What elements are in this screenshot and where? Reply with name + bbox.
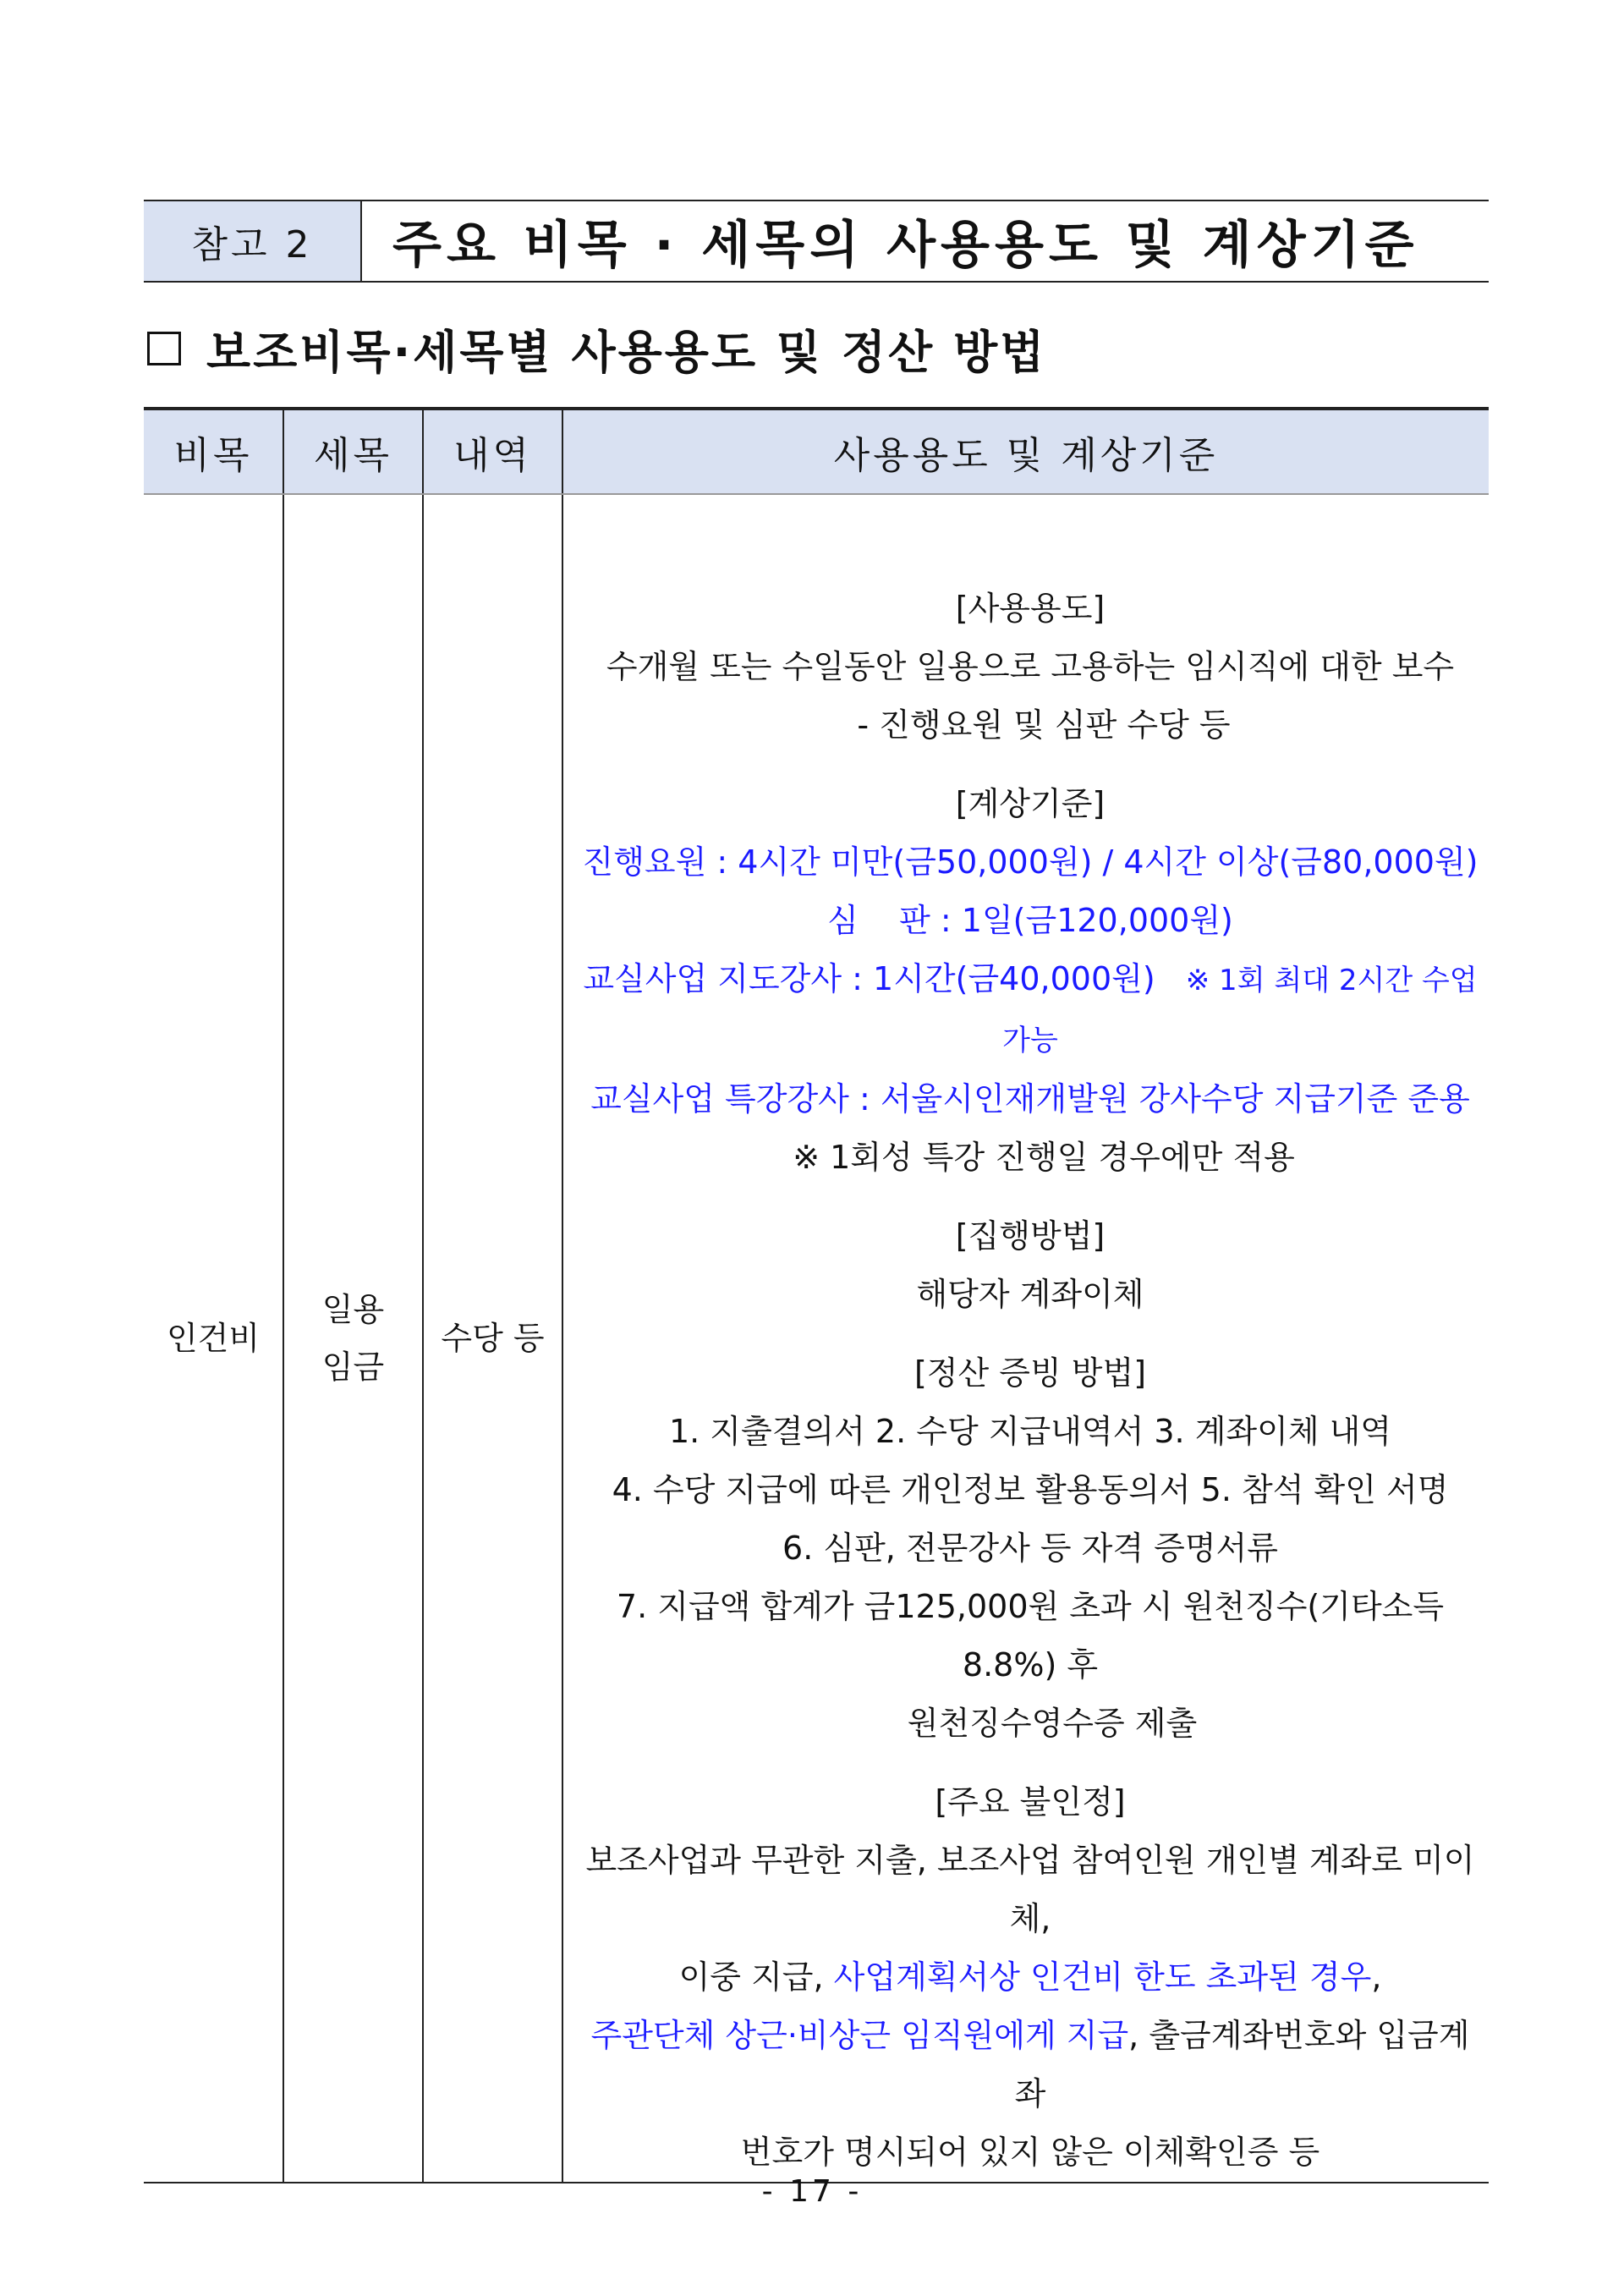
- reject-highlight: 주관단체 상근·비상근 임직원에게 지급: [590, 2017, 1129, 2054]
- reference-label: 참고 2: [144, 201, 362, 281]
- settle-line: 1. 지출결의서 2. 수당 지급내역서 3. 계좌이체 내역: [668, 1413, 1392, 1450]
- reject-line: [580, 2007, 1480, 2123]
- cell-bimok: 인건비: [144, 494, 283, 2183]
- criteria-line: 교실사업 특강강사 : 서울시인재개발원 강사수당 지급기준 준용: [590, 1080, 1470, 1118]
- settle-line: 4. 수당 지급에 따른 개인정보 활용동의서 5. 참석 확인 서명: [612, 1471, 1449, 1508]
- reject-line: 번호가 명시되어 있지 않은 이체확인증 등: [740, 2134, 1320, 2171]
- settle-line: 6. 심판, 전문강사 등 자격 증명서류: [782, 1530, 1278, 1567]
- header-usage-criteria: 사용용도 및 계상기준: [562, 409, 1489, 494]
- reference-title-box: [144, 200, 1489, 283]
- semok-line: 임금: [321, 1348, 385, 1386]
- header-naeyeok: 내역: [423, 409, 562, 494]
- reject-line: [580, 1948, 1480, 2007]
- criteria-line: ※ 1회성 특강 진행일 경우에만 적용: [793, 1139, 1295, 1176]
- exec-heading: [집행방법]: [955, 1217, 1106, 1255]
- settle-heading: [정산 증빙 방법]: [914, 1354, 1147, 1392]
- criteria-line: [580, 950, 1480, 1070]
- usage-line: - 진행요원 및 심판 수당 등: [857, 706, 1231, 744]
- cell-semok: [283, 494, 423, 2183]
- usage-table: [144, 407, 1489, 2183]
- reject-text: , 출금계좌번호와 입금계좌: [1014, 2017, 1470, 2112]
- cell-naeyeok: 수당 등: [423, 494, 562, 2183]
- reject-heading: [주요 불인정]: [935, 1783, 1126, 1821]
- criteria-note: ※ 1회 최대 2시간 수업 가능: [1002, 964, 1478, 1057]
- reject-line: 보조사업과 무관한 지출, 보조사업 참여인원 개인별 계좌로 미이체,: [585, 1842, 1475, 1937]
- section-heading: [144, 315, 1046, 382]
- section-heading-text: 보조비목·세목별 사용용도 및 정산 방법: [206, 325, 1047, 379]
- criteria-line: 심 판 : 1일(금120,000원): [827, 902, 1233, 939]
- checkbox-icon: [147, 332, 181, 365]
- table-header-row: [144, 409, 1489, 494]
- page-number: - 17 -: [761, 2174, 863, 2209]
- criteria-line-text: 교실사업 지도강사 : 1시간(금40,000원): [583, 960, 1155, 997]
- reject-text: 이중 지급,: [678, 1958, 834, 1996]
- settle-line: 7. 지급액 합계가 금125,000원 초과 시 원천징수(기타소득 8.8%) 후: [616, 1588, 1445, 1684]
- cell-usage-criteria: [562, 494, 1489, 2183]
- criteria-line: 진행요원 : 4시간 미만(금50,000원) / 4시간 이상(금80,000원): [582, 843, 1479, 881]
- table-row: [144, 494, 1489, 2183]
- usage-line: 수개월 또는 수일동안 일용으로 고용하는 임시직에 대한 보수: [606, 648, 1455, 685]
- reference-title: 주요 비목 · 세목의 사용용도 및 계상기준: [392, 216, 1419, 275]
- reject-highlight: 사업계획서상 인건비 한도 초과된 경우: [833, 1958, 1372, 1996]
- usage-heading: [사용용도]: [955, 590, 1106, 627]
- exec-line: 해당자 계좌이체: [916, 1276, 1144, 1313]
- criteria-heading: [계상기준]: [955, 785, 1106, 822]
- settle-line: 원천징수영수증 제출: [907, 1705, 1198, 1742]
- semok-line: 일용: [321, 1291, 385, 1328]
- header-semok: 세목: [283, 409, 423, 494]
- reject-text: ,: [1371, 1958, 1382, 1996]
- header-bimok: 비목: [144, 409, 283, 494]
